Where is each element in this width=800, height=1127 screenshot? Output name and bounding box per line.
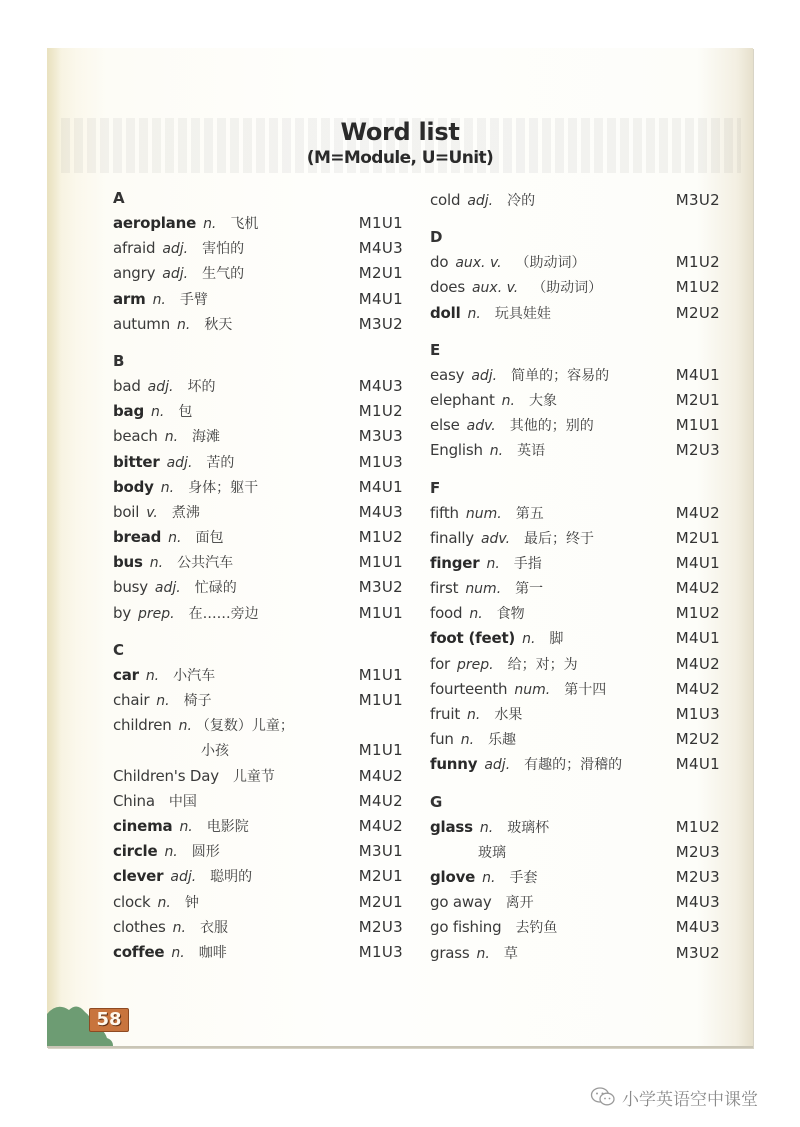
word-entry: finger n. 手指 M4U1: [430, 553, 720, 572]
word-entry: beach n. 海滩 M3U3: [113, 427, 403, 446]
word-entry: bitter adj. 苦的 M1U3: [113, 452, 403, 471]
section-letter-c: C: [113, 640, 125, 659]
word-entry: does aux. v. （助动词） M1U2: [430, 278, 720, 297]
page-subtitle: (M=Module, U=Unit): [306, 148, 494, 168]
word-entry: English n. 英语 M2U3: [430, 441, 720, 460]
word-entry: fun n. 乐趣 M2U2: [430, 730, 720, 749]
word-entry: funny adj. 有趣的；滑稽的 M4U1: [430, 755, 720, 774]
word-entry: foot (feet) n. 脚 M4U1: [430, 629, 720, 648]
word-entry: go fishing 去钓鱼 M4U3: [430, 918, 720, 937]
watermark-text: 小学英语空中课堂: [622, 1089, 758, 1110]
word-entry: angry adj. 生气的 M2U1: [113, 264, 403, 283]
word-entry: for prep. 给；对；为 M4U2: [430, 654, 720, 673]
word-list-left-column: [113, 186, 403, 965]
word-entry: chair n. 椅子 M1U1: [113, 691, 403, 709]
word-entry: glass n. 玻璃杯 M1U2: [430, 817, 720, 836]
word-entry: coffee n. 咖啡 M1U3: [113, 942, 403, 961]
word-entry: go away 离开 M4U3: [430, 893, 720, 912]
word-entry: busy adj. 忙碌的 M3U2: [113, 578, 403, 597]
word-entry: aeroplane n. 飞机 M1U1: [113, 214, 403, 232]
word-entry: fourteenth num. 第十四 M4U2: [430, 679, 720, 698]
watermark: [590, 1082, 758, 1112]
word-entry: fifth num. 第五 M4U2: [430, 503, 720, 522]
page-title: Word list: [340, 118, 460, 146]
word-entry: bad adj. 坏的 M4U3: [113, 376, 403, 395]
section-letter-b: B: [113, 351, 125, 370]
word-entry: afraid adj. 害怕的 M4U3: [113, 239, 403, 258]
word-entry: do aux. v. （助动词） M1U2: [430, 253, 720, 272]
section-letter-a: A: [113, 189, 125, 207]
word-entry: cold adj. 冷的 M3U2: [430, 191, 720, 209]
section-letter-f: F: [430, 478, 441, 497]
word-entry: cinema n. 电影院 M4U2: [113, 816, 403, 835]
word-entry: else adv. 其他的；别的 M1U1: [430, 416, 720, 435]
word-entry-continuation: 小孩 M1U1: [201, 741, 403, 760]
textbook-page: [47, 48, 753, 1048]
page-gutter-shade: [47, 48, 61, 1046]
word-entry: Children's Day 儿童节 M4U2: [113, 766, 403, 785]
word-entry: bus n. 公共汽车 M1U1: [113, 553, 403, 572]
word-entry: clothes n. 衣服 M2U3: [113, 917, 403, 936]
word-entry: elephant n. 大象 M2U1: [430, 390, 720, 409]
section-letter-g: G: [430, 792, 443, 811]
word-entry: China 中国 M4U2: [113, 791, 403, 810]
word-entry: by prep. 在……旁边 M1U1: [113, 603, 403, 622]
word-entry: bread n. 面包 M1U2: [113, 528, 403, 547]
word-entry-continuation: 玻璃 M2U3: [478, 842, 720, 861]
page-number-badge: 58: [89, 1008, 129, 1032]
word-entry: body n. 身体；躯干 M4U1: [113, 477, 403, 496]
word-entry: grass n. 草 M3U2: [430, 943, 720, 962]
word-entry: easy adj. 简单的；容易的 M4U1: [430, 365, 720, 384]
wechat-icon: [590, 1086, 616, 1108]
word-entry: bag n. 包 M1U2: [113, 402, 403, 421]
word-entry: boil v. 煮沸 M4U3: [113, 502, 403, 521]
word-entry: car n. 小汽车 M1U1: [113, 665, 403, 684]
word-entry: fruit n. 水果 M1U3: [430, 705, 720, 723]
section-letter-e: E: [430, 340, 441, 359]
word-entry: glove n. 手套 M2U3: [430, 867, 720, 886]
section-letter-d: D: [430, 228, 443, 247]
word-entry: clock n. 钟 M2U1: [113, 892, 403, 911]
word-entry: food n. 食物 M1U2: [430, 604, 720, 623]
word-entry: autumn n. 秋天 M3U2: [113, 314, 403, 333]
word-entry: clever adj. 聪明的 M2U1: [113, 867, 403, 886]
word-entry: arm n. 手臂 M4U1: [113, 289, 403, 308]
word-entry: circle n. 圆形 M3U1: [113, 842, 403, 861]
word-entry: doll n. 玩具娃娃 M2U2: [430, 303, 720, 322]
word-entry: first num. 第一 M4U2: [430, 579, 720, 598]
word-entry: children n. （复数）儿童；: [113, 716, 294, 735]
word-entry: finally adv. 最后；终于 M2U1: [430, 528, 720, 547]
word-list-right-column: [430, 188, 720, 966]
